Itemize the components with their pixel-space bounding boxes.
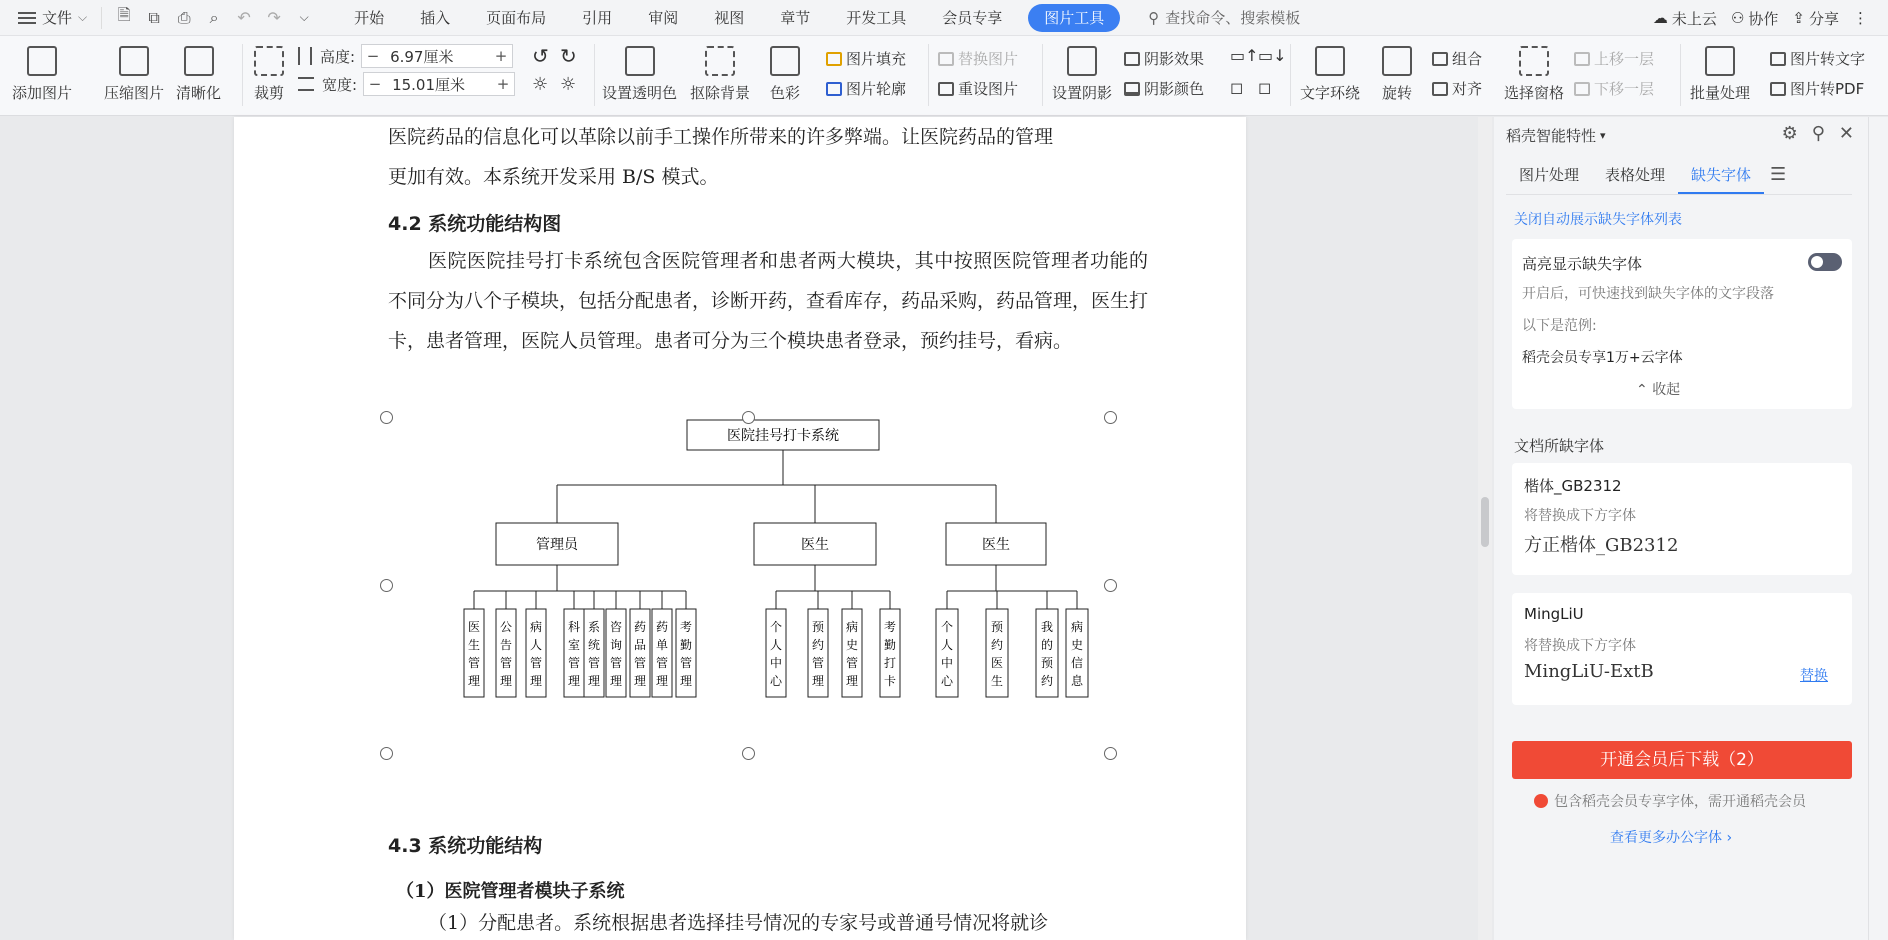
highlight-card — [1512, 239, 1852, 409]
tab-section[interactable]: 章节 — [780, 8, 811, 27]
leaf-node-char: 理 — [609, 674, 623, 688]
leaf-node-char: 管 — [587, 656, 601, 670]
hamburger-icon — [18, 12, 36, 24]
leaf-node-char: 理 — [633, 674, 647, 688]
width-icon — [298, 77, 314, 91]
warning-icon — [1534, 794, 1548, 808]
tab-missing-fonts[interactable]: 缺失字体 — [1678, 157, 1764, 194]
leaf-node-char: 中 — [940, 656, 954, 670]
export-icon[interactable]: ⧉ — [148, 7, 160, 27]
leaf-node-char: 系 — [587, 620, 601, 634]
move-down-button[interactable] — [1574, 78, 1654, 99]
sharpen-button[interactable] — [176, 36, 221, 103]
leaf-node-char: 人 — [940, 638, 954, 652]
search-icon: ⚲ — [1148, 8, 1160, 27]
tab-view[interactable]: 视图 — [714, 8, 745, 27]
leaf-node-char: 询 — [609, 638, 623, 652]
set-transparent-button[interactable] — [602, 36, 677, 103]
align-icon — [1432, 82, 1448, 96]
set-shadow-button[interactable] — [1052, 36, 1112, 103]
missing-fonts-title: 文档所缺字体 — [1514, 437, 1605, 455]
leaf-node-char: 史 — [845, 638, 859, 652]
highlight-description: 开启后，可快速找到缺失字体的文字段落 — [1522, 286, 1774, 302]
leaf-node-char: 个 — [769, 620, 783, 634]
section-heading: 4.2 系统功能结构图 — [388, 213, 562, 235]
leaf-node-char: 病 — [529, 620, 543, 634]
resize-handle-bottom-left[interactable] — [380, 747, 393, 760]
batch-label: 批量处理 — [1690, 84, 1751, 102]
leaf-node-char: 药 — [633, 620, 647, 634]
sub-heading: （1）医院管理者模块子系统 — [396, 881, 625, 902]
branch-node-label: 医生 — [982, 537, 1010, 553]
shadow-icon — [1067, 46, 1097, 76]
set-shadow-label: 设置阴影 — [1052, 84, 1113, 102]
leaf-node-char: 病 — [1070, 620, 1084, 634]
ribbon-toolbar — [0, 36, 1888, 116]
leaf-node-char: 理 — [845, 674, 859, 688]
replace-image-button[interactable] — [938, 48, 1018, 69]
divider — [1290, 44, 1291, 106]
image-fill-label: 图片填充 — [846, 50, 907, 68]
paragraph-text: （1）分配患者。系统根据患者选择挂号情况的专家号或普通号情况将就诊 — [428, 912, 1049, 934]
leaf-node-char: 预 — [990, 620, 1004, 634]
image-to-text-icon — [1770, 52, 1786, 66]
height-input[interactable]: 6.97厘米 — [390, 47, 454, 66]
share-label: 分享 — [1808, 9, 1839, 28]
brightness-down-icon[interactable]: ☼ — [560, 74, 577, 95]
leaf-node-char: 品 — [633, 638, 647, 652]
leaf-node-char: 单 — [655, 638, 669, 652]
leaf-node-char: 约 — [1040, 674, 1054, 688]
height-control — [298, 44, 513, 68]
leaf-node-char: 理 — [679, 674, 693, 688]
replace-button[interactable]: 替换 — [1800, 668, 1828, 684]
chevron-up-icon: ⌃ — [1636, 382, 1648, 398]
file-menu[interactable] — [0, 0, 101, 36]
remove-background-button[interactable] — [690, 36, 750, 103]
rotate-left-icon[interactable]: ↺ — [532, 44, 549, 68]
text-wrap-label: 文字环绕 — [1300, 84, 1361, 102]
divider — [1680, 44, 1681, 106]
command-search-placeholder: 查找命令、搜索模板 — [1165, 9, 1301, 27]
leaf-node-char: 管 — [811, 656, 825, 670]
batch-process-button[interactable] — [1690, 36, 1750, 103]
settings-icon[interactable]: ⚙ — [1781, 123, 1798, 144]
shadow-effect-button[interactable] — [1124, 48, 1204, 69]
sharpen-icon — [184, 46, 214, 76]
width-decrease-button[interactable]: − — [368, 75, 382, 93]
remove-bg-label: 抠除背景 — [690, 84, 751, 102]
collaborate-button[interactable] — [1731, 8, 1778, 29]
collapse-button[interactable] — [1636, 379, 1680, 399]
crop-button[interactable] — [254, 36, 284, 103]
membership-note — [1534, 791, 1806, 811]
tab-developer[interactable]: 开发工具 — [846, 8, 907, 27]
leaf-node-char: 理 — [655, 674, 669, 688]
crop-icon — [254, 46, 284, 76]
height-increase-button[interactable]: + — [494, 47, 508, 65]
branch-node-label: 医生 — [801, 537, 829, 553]
tab-references[interactable]: 引用 — [582, 8, 613, 27]
resize-handle-bottom-right[interactable] — [1104, 747, 1117, 760]
cloud-status-label: 未上云 — [1671, 9, 1717, 28]
leaf-node-char: 管 — [679, 656, 693, 670]
tab-home[interactable]: 开始 — [354, 8, 385, 27]
rotate-icon — [1382, 46, 1412, 76]
shadow-down-icon[interactable]: ▭↓ — [1258, 46, 1287, 65]
leaf-node-char: 考 — [883, 620, 897, 634]
membership-note-text: 包含稻壳会员专享字体，需开通稻壳会员 — [1554, 794, 1806, 810]
leaf-node-char: 考 — [679, 620, 693, 634]
structure-diagram-image[interactable] — [386, 417, 1112, 755]
shadow-color-button[interactable] — [1124, 78, 1204, 99]
panel-tabs — [1506, 157, 1852, 195]
leaf-node-char: 科 — [567, 620, 581, 634]
image-to-pdf-button[interactable] — [1770, 78, 1864, 99]
root-node-label: 医院挂号打卡系统 — [727, 428, 839, 444]
image-add-icon — [27, 46, 57, 76]
shadow-effect-icon — [1124, 52, 1140, 66]
leaf-node-char: 中 — [769, 656, 783, 670]
leaf-node-char: 病 — [845, 620, 859, 634]
chevron-down-icon: ▾ — [1600, 129, 1606, 142]
paragraph-text: 医院药品的信息化可以革除以前手工操作所带来的许多弊端。让医院药品的管理 — [388, 126, 1054, 148]
leaf-node-char: 公 — [499, 620, 513, 634]
leaf-node-char: 我 — [1040, 620, 1054, 634]
document-scrollbar[interactable] — [1478, 117, 1492, 940]
missing-font-name: 楷体_GB2312 — [1524, 477, 1622, 495]
more-fonts-link[interactable] — [1610, 827, 1732, 847]
group-label: 组合 — [1452, 50, 1483, 68]
selection-pane-icon — [1519, 46, 1549, 76]
width-increase-button[interactable]: + — [496, 75, 510, 93]
leaf-node-char: 告 — [499, 638, 513, 652]
paragraph-text: 更加有效。本系统开发采用 B/S 模式。 — [388, 166, 719, 188]
leaf-node-char: 理 — [467, 674, 481, 688]
leaf-node-char: 的 — [1040, 638, 1054, 652]
leaf-node-char: 勤 — [883, 638, 897, 652]
leaf-node-char: 理 — [567, 674, 581, 688]
divider — [928, 44, 929, 106]
tab-review[interactable]: 审阅 — [648, 8, 679, 27]
leaf-node-char: 理 — [499, 674, 513, 688]
text-wrap-icon — [1315, 46, 1345, 76]
leaf-node-char: 管 — [633, 656, 647, 670]
compress-icon — [119, 46, 149, 76]
tab-page-layout[interactable]: 页面布局 — [486, 8, 547, 27]
leaf-node-char: 信 — [1070, 656, 1084, 670]
tab-picture-tools[interactable]: 图片工具 — [1028, 4, 1120, 32]
menu-bar — [0, 0, 1888, 36]
leaf-node-char: 生 — [467, 638, 481, 652]
highlight-toggle[interactable] — [1808, 253, 1842, 271]
missing-font-item — [1512, 593, 1852, 705]
transparent-icon — [625, 46, 655, 76]
image-to-pdf-label: 图片转PDF — [1790, 80, 1865, 98]
image-outline-button[interactable] — [826, 78, 906, 99]
replace-image-icon — [938, 52, 954, 66]
leaf-node-char: 打 — [883, 656, 897, 670]
download-with-membership-button[interactable]: 开通会员后下载（2） — [1512, 741, 1852, 779]
leaf-node-char: 统 — [587, 638, 601, 652]
color-icon — [770, 46, 800, 76]
move-up-icon — [1574, 52, 1590, 66]
replace-image-label: 替换图片 — [958, 50, 1019, 68]
close-auto-show-link[interactable]: 关闭自动展示缺失字体列表 — [1514, 212, 1682, 228]
leaf-node-char: 管 — [499, 656, 513, 670]
leaf-node-char: 卡 — [883, 674, 897, 688]
user-icon: ⚇ — [1730, 9, 1745, 27]
compress-label: 压缩图片 — [104, 84, 165, 102]
more-fonts-label: 查看更多办公字体 — [1610, 830, 1722, 846]
missing-font-item — [1512, 463, 1852, 575]
tab-table-processing[interactable]: 表格处理 — [1605, 166, 1666, 184]
shadow-effect-label: 阴影效果 — [1144, 50, 1205, 68]
align-button[interactable] — [1432, 78, 1482, 99]
rotate-label: 旋转 — [1382, 84, 1413, 102]
panel-title: 稻壳智能特性 — [1506, 127, 1597, 145]
leaf-node-char: 医 — [990, 656, 1004, 670]
color-label: 色彩 — [770, 84, 801, 102]
redo-icon[interactable]: ↷ — [267, 8, 281, 27]
leaf-node-char: 心 — [940, 674, 954, 688]
resize-handle-top-right[interactable] — [1104, 411, 1117, 424]
leaf-node-char: 管 — [567, 656, 581, 670]
move-up-button[interactable] — [1574, 48, 1654, 69]
leaf-node-char: 勤 — [679, 638, 693, 652]
replacement-font: MingLiU-ExtB — [1524, 661, 1654, 682]
shadow-color-label: 阴影颜色 — [1144, 80, 1205, 98]
shadow-color-icon — [1124, 82, 1140, 96]
height-icon — [298, 47, 312, 65]
leaf-node-char: 预 — [811, 620, 825, 634]
align-label: 对齐 — [1452, 80, 1483, 98]
leaf-node-char: 医 — [467, 620, 481, 634]
smart-features-panel — [1494, 117, 1868, 940]
tab-insert[interactable]: 插入 — [420, 8, 451, 27]
leaf-node-char: 约 — [811, 638, 825, 652]
leaf-node-char: 管 — [529, 656, 543, 670]
set-transparent-label: 设置透明色 — [602, 84, 678, 102]
batch-icon — [1705, 46, 1735, 76]
side-toolbar — [1868, 117, 1888, 940]
image-to-text-button[interactable] — [1770, 48, 1865, 69]
add-image-label: 添加图片 — [12, 84, 73, 102]
color-button[interactable] — [770, 36, 800, 103]
leaf-node-char: 预 — [1040, 656, 1054, 670]
collaborate-label: 协作 — [1748, 9, 1779, 28]
close-icon[interactable]: ✕ — [1838, 123, 1854, 144]
paragraph-text: 医院医院挂号打卡系统包含医院管理者和患者两大模块，其中按照医院管理者功能的不同分为八个子模块，包括分配患者，诊断开药，查看库存，药品采购，药品管理，医生打卡，患者管理，医院人员管理。患者可分为三个模块患者登录，预约挂号，看病。 — [388, 250, 1149, 352]
rotate-button[interactable] — [1382, 36, 1412, 103]
highlight-title: 高亮显示缺失字体 — [1522, 255, 1643, 273]
cloud-icon: ☁ — [1652, 9, 1668, 27]
more-icon[interactable]: ⌵ — [299, 10, 309, 24]
crop-label: 裁剪 — [254, 84, 285, 102]
collapse-label: 收起 — [1652, 382, 1681, 398]
leaf-node-char: 史 — [1070, 638, 1084, 652]
remove-bg-icon — [705, 46, 735, 76]
leaf-node-char: 个 — [940, 620, 954, 634]
compress-image-button[interactable] — [104, 36, 164, 103]
group-icon — [1432, 52, 1448, 66]
scrollbar-thumb[interactable] — [1481, 497, 1489, 547]
shadow-left-icon[interactable]: ◻ — [1230, 78, 1244, 97]
image-to-text-label: 图片转文字 — [1790, 50, 1866, 68]
menu-icon[interactable]: ☰ — [1770, 164, 1787, 185]
fill-icon — [826, 52, 842, 66]
panel-title-dropdown[interactable] — [1506, 125, 1606, 146]
divider — [1042, 44, 1043, 106]
example-label: 以下是范例: — [1522, 318, 1597, 334]
move-down-icon — [1574, 82, 1590, 96]
missing-font-name: MingLiU — [1524, 605, 1584, 623]
leaf-node-char: 咨 — [609, 620, 623, 634]
leaf-node-char: 理 — [587, 674, 601, 688]
pin-icon[interactable]: ⚲ — [1811, 123, 1825, 144]
resize-handle-right[interactable] — [1104, 579, 1117, 592]
leaf-node-char: 息 — [1070, 674, 1084, 688]
outline-icon — [826, 82, 842, 96]
image-outline-label: 图片轮廓 — [846, 80, 907, 98]
image-to-pdf-icon — [1770, 82, 1786, 96]
leaf-node-char: 药 — [655, 620, 669, 634]
divider — [242, 44, 243, 106]
resize-handle-top-left[interactable] — [380, 411, 393, 424]
leaf-node-char: 理 — [811, 674, 825, 688]
reset-image-button[interactable] — [938, 78, 1018, 99]
quick-access-toolbar — [101, 7, 326, 29]
tab-member[interactable]: 会员专享 — [942, 8, 1003, 27]
reset-image-label: 重设图片 — [958, 80, 1019, 98]
move-down-label: 下移一层 — [1594, 80, 1655, 98]
sharpen-label: 清晰化 — [176, 84, 222, 102]
divider — [594, 44, 595, 106]
tab-image-processing[interactable]: 图片处理 — [1519, 166, 1580, 184]
width-input[interactable]: 15.01厘米 — [392, 75, 466, 94]
width-control — [298, 72, 515, 96]
leaf-node-char: 管 — [845, 656, 859, 670]
save-icon[interactable]: 🗎 — [117, 5, 131, 24]
replace-hint: 将替换成下方字体 — [1524, 638, 1636, 654]
share-button[interactable] — [1792, 8, 1839, 29]
chevron-right-icon: › — [1726, 830, 1733, 846]
leaf-node-char: 管 — [655, 656, 669, 670]
resize-handle-left[interactable] — [380, 579, 393, 592]
rotate-right-icon[interactable]: ↻ — [560, 44, 577, 68]
print-icon[interactable]: ⎙ — [177, 7, 191, 27]
print-preview-icon[interactable]: ⌕ — [209, 7, 219, 27]
leaf-node-char: 理 — [529, 674, 543, 688]
image-fill-button[interactable] — [826, 48, 906, 69]
add-image-button[interactable] — [12, 36, 72, 103]
chevron-down-icon: ⌵ — [78, 10, 88, 24]
more-options-button[interactable]: ⋮ — [1853, 9, 1868, 27]
leaf-node-char: 约 — [990, 638, 1004, 652]
resize-handle-top[interactable] — [742, 411, 755, 424]
branch-node-label: 管理员 — [536, 537, 578, 553]
leaf-node-char: 室 — [567, 638, 581, 652]
height-decrease-button[interactable]: − — [366, 47, 380, 65]
replacement-font: 方正楷体_GB2312 — [1524, 535, 1679, 556]
undo-icon[interactable]: ↶ — [237, 8, 251, 27]
leaf-node-char: 人 — [769, 638, 783, 652]
leaf-node-char: 管 — [609, 656, 623, 670]
leaf-node-char: 人 — [529, 638, 543, 652]
cloud-status-button[interactable] — [1653, 8, 1717, 29]
reset-image-icon — [938, 82, 954, 96]
move-up-label: 上移一层 — [1594, 50, 1655, 68]
resize-handle-bottom[interactable] — [742, 747, 755, 760]
share-icon: ⇪ — [1792, 9, 1805, 27]
shadow-up-icon[interactable]: ▭↑ — [1230, 46, 1259, 65]
example-value: 稻壳会员专享1万+云字体 — [1522, 350, 1683, 366]
leaf-node-char: 生 — [990, 674, 1004, 688]
file-menu-label: 文件 — [42, 9, 73, 27]
leaf-node-char: 管 — [467, 656, 481, 670]
selection-pane-label: 选择窗格 — [1504, 84, 1565, 102]
section-heading: 4.3 系统功能结构 — [388, 835, 543, 857]
group-button[interactable] — [1432, 48, 1482, 69]
height-label: 高度: — [320, 47, 356, 66]
replace-hint: 将替换成下方字体 — [1524, 508, 1636, 524]
leaf-node-char: 心 — [769, 674, 783, 688]
shadow-right-icon[interactable]: ◻ — [1258, 78, 1272, 97]
brightness-up-icon[interactable]: ☼ — [532, 74, 549, 95]
selection-pane-button[interactable] — [1504, 36, 1564, 103]
structure-diagram — [386, 417, 1112, 755]
text-wrap-button[interactable] — [1300, 36, 1360, 103]
command-search[interactable] — [1148, 7, 1300, 28]
width-label: 宽度: — [322, 75, 358, 94]
